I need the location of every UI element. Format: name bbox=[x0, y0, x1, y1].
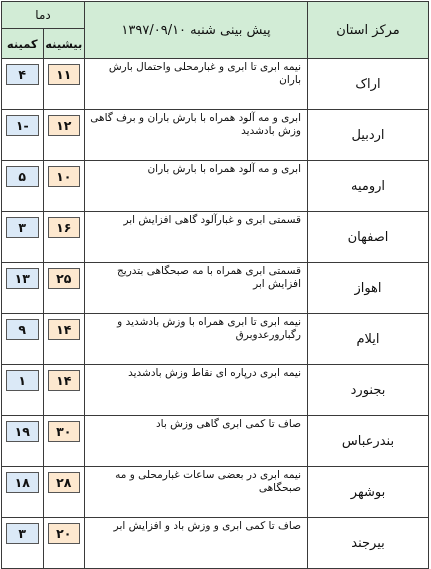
table-row bbox=[2, 365, 429, 416]
province-name: ارومیه bbox=[308, 161, 429, 212]
province-name: اراک bbox=[308, 59, 429, 110]
max-temp-value: ۱۶ bbox=[48, 217, 81, 238]
province-name: بوشهر bbox=[308, 467, 429, 518]
table-row bbox=[2, 161, 429, 212]
weather-forecast-table bbox=[1, 1, 429, 569]
min-temp-value: -۱ bbox=[6, 115, 39, 136]
max-temp-value: ۲۸ bbox=[48, 472, 81, 493]
table-row bbox=[2, 518, 429, 569]
header-province: مرکز استان bbox=[308, 2, 429, 59]
forecast-description: صاف تا کمی ابری و وزش باد و افزایش ابر bbox=[85, 518, 308, 569]
forecast-description: نیمه ابری درپاره ای نقاط وزش بادشدید bbox=[85, 365, 308, 416]
province-name: بیرجند bbox=[308, 518, 429, 569]
forecast-description: ابری و مه آلود همراه با بارش باران و برف گاهی وزش بادشدید bbox=[85, 110, 308, 161]
min-temp-value: ۴ bbox=[6, 64, 39, 85]
forecast-description: صاف تا کمی ابری گاهی وزش باد bbox=[85, 416, 308, 467]
header-min-temp: کمینه bbox=[2, 29, 44, 59]
min-temp-value: ۱ bbox=[6, 370, 39, 391]
max-temp-value: ۱۴ bbox=[48, 370, 81, 391]
province-name: اردبیل bbox=[308, 110, 429, 161]
forecast-description: ابری و مه آلود همراه با بارش باران bbox=[85, 161, 308, 212]
province-name: بندرعباس bbox=[308, 416, 429, 467]
min-temp-value: ۳ bbox=[6, 217, 39, 238]
forecast-description: نیمه ابری در بعضی ساعات غبارمحلی و مه صبحگاهی bbox=[85, 467, 308, 518]
table-row bbox=[2, 263, 429, 314]
max-temp-value: ۱۴ bbox=[48, 319, 81, 340]
table-row bbox=[2, 314, 429, 365]
province-name: بجنورد bbox=[308, 365, 429, 416]
min-temp-value: ۵ bbox=[6, 166, 39, 187]
max-temp-value: ۱۰ bbox=[48, 166, 81, 187]
max-temp-value: ۲۰ bbox=[48, 523, 81, 544]
min-temp-value: ۳ bbox=[6, 523, 39, 544]
max-temp-value: ۱۱ bbox=[48, 64, 81, 85]
min-temp-value: ۱۳ bbox=[6, 268, 39, 289]
header-max-temp: بیشینه bbox=[43, 29, 85, 59]
header-temperature: دما bbox=[2, 2, 85, 29]
max-temp-value: ۳۰ bbox=[48, 421, 81, 442]
province-name: ایلام bbox=[308, 314, 429, 365]
header-forecast-date: پیش بینی شنبه ۱۳۹۷/۰۹/۱۰ bbox=[85, 2, 308, 59]
max-temp-value: ۱۲ bbox=[48, 115, 81, 136]
forecast-description: قسمتی ابری و غبارآلود گاهی افزایش ابر bbox=[85, 212, 308, 263]
table-row bbox=[2, 467, 429, 518]
table-row bbox=[2, 212, 429, 263]
table-row bbox=[2, 110, 429, 161]
forecast-description: قسمتی ابری همراه با مه صبحگاهی بتدریج افزایش ابر bbox=[85, 263, 308, 314]
province-name: اصفهان bbox=[308, 212, 429, 263]
min-temp-value: ۱۹ bbox=[6, 421, 39, 442]
min-temp-value: ۹ bbox=[6, 319, 39, 340]
max-temp-value: ۲۵ bbox=[48, 268, 81, 289]
province-name: اهواز bbox=[308, 263, 429, 314]
min-temp-value: ۱۸ bbox=[6, 472, 39, 493]
forecast-description: نیمه ابری تا ابری همراه با وزش بادشدید و رگبارورعدوبرق bbox=[85, 314, 308, 365]
table-row bbox=[2, 59, 429, 110]
forecast-description: نیمه ابری تا ابری و غبارمحلی واحتمال بارش باران bbox=[85, 59, 308, 110]
table-row bbox=[2, 416, 429, 467]
